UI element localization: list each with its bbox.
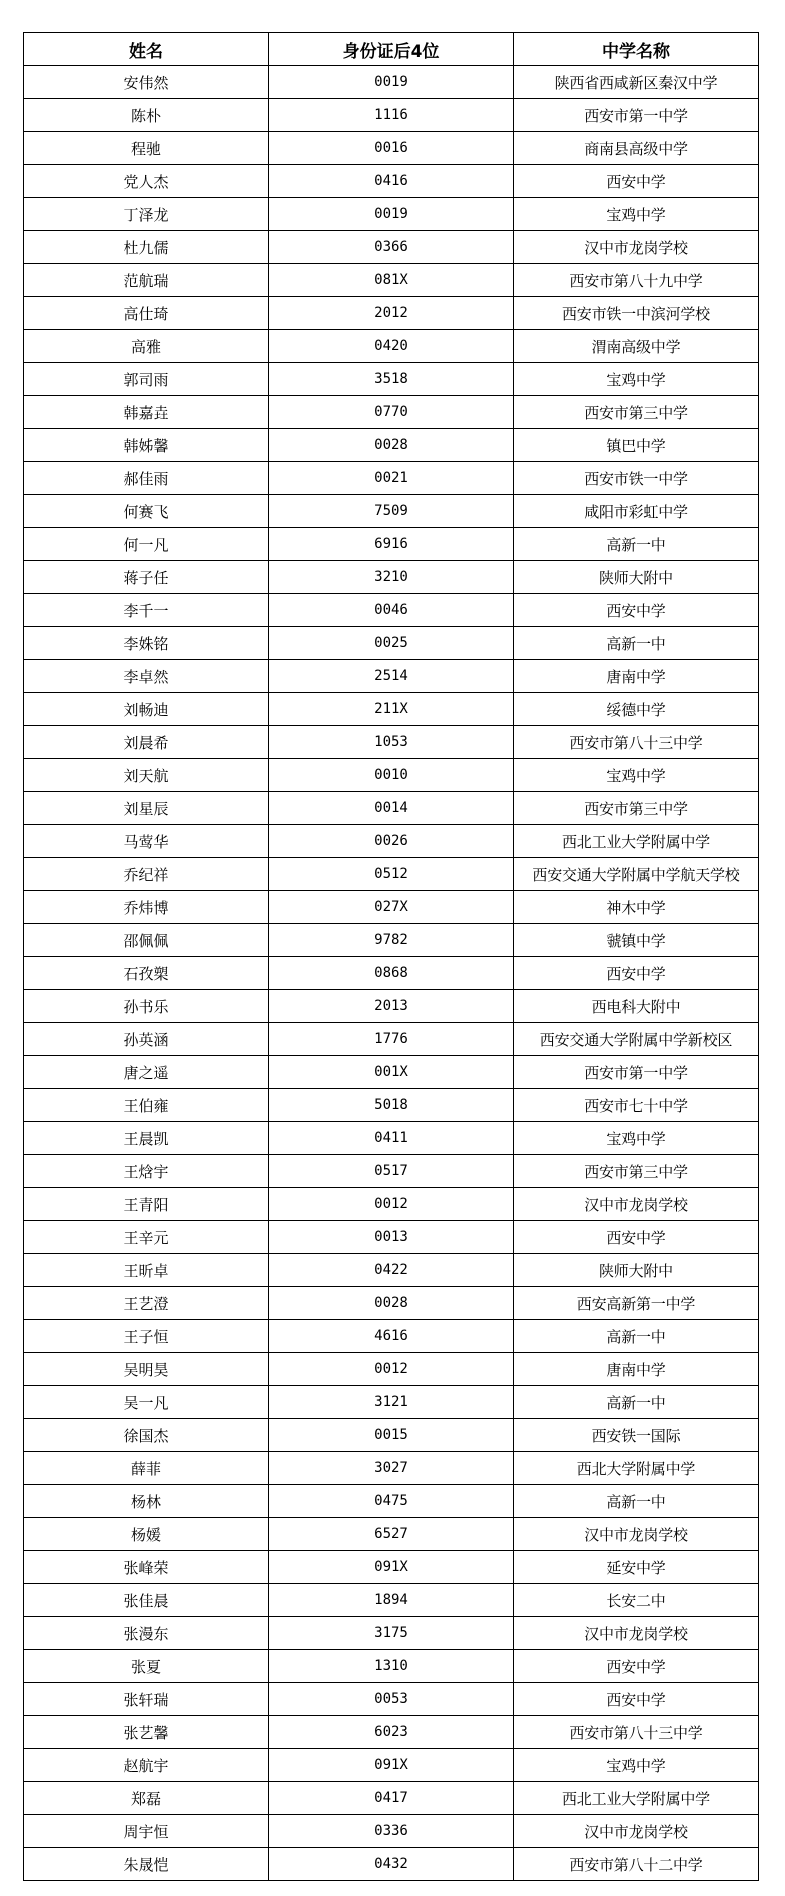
id-last4-cell: 2013 bbox=[269, 990, 514, 1023]
id-last4-cell: 0019 bbox=[269, 198, 514, 231]
table-row bbox=[24, 924, 759, 957]
column-header-name: 姓名 bbox=[24, 33, 269, 66]
student-name-cell: 杨媛 bbox=[24, 1518, 269, 1551]
school-name-cell: 西安市七十中学 bbox=[514, 1089, 759, 1122]
school-name-cell: 西安市第三中学 bbox=[514, 792, 759, 825]
id-last4-cell: 1310 bbox=[269, 1650, 514, 1683]
id-last4-cell: 0336 bbox=[269, 1815, 514, 1848]
id-last4-cell: 2012 bbox=[269, 297, 514, 330]
table-row bbox=[24, 792, 759, 825]
student-name-cell: 孙英涵 bbox=[24, 1023, 269, 1056]
table-row bbox=[24, 132, 759, 165]
school-name-cell: 绥德中学 bbox=[514, 693, 759, 726]
id-last4-cell: 0475 bbox=[269, 1485, 514, 1518]
id-last4-cell: 0416 bbox=[269, 165, 514, 198]
table-row bbox=[24, 693, 759, 726]
student-name-cell: 乔炜博 bbox=[24, 891, 269, 924]
school-name-cell: 宝鸡中学 bbox=[514, 198, 759, 231]
school-name-cell: 西电科大附中 bbox=[514, 990, 759, 1023]
table-row bbox=[24, 330, 759, 363]
id-last4-cell: 0025 bbox=[269, 627, 514, 660]
table-row bbox=[24, 1386, 759, 1419]
id-last4-cell: 081X bbox=[269, 264, 514, 297]
table-row bbox=[24, 1254, 759, 1287]
table-row bbox=[24, 990, 759, 1023]
student-name-cell: 杜九儒 bbox=[24, 231, 269, 264]
school-name-cell: 汉中市龙岗学校 bbox=[514, 231, 759, 264]
table-row bbox=[24, 1155, 759, 1188]
student-name-cell: 郑磊 bbox=[24, 1782, 269, 1815]
id-last4-cell: 001X bbox=[269, 1056, 514, 1089]
school-name-cell: 西安市第八十二中学 bbox=[514, 1848, 759, 1881]
student-name-cell: 范航瑞 bbox=[24, 264, 269, 297]
school-name-cell: 西安中学 bbox=[514, 594, 759, 627]
table-row bbox=[24, 1122, 759, 1155]
table-row bbox=[24, 858, 759, 891]
school-name-cell: 西安市第三中学 bbox=[514, 1155, 759, 1188]
student-table bbox=[23, 32, 759, 1881]
school-name-cell: 西安中学 bbox=[514, 1221, 759, 1254]
school-name-cell: 宝鸡中学 bbox=[514, 1122, 759, 1155]
id-last4-cell: 0019 bbox=[269, 66, 514, 99]
school-name-cell: 西安市铁一中滨河学校 bbox=[514, 297, 759, 330]
id-last4-cell: 6023 bbox=[269, 1716, 514, 1749]
school-name-cell: 西安市第一中学 bbox=[514, 1056, 759, 1089]
table-row bbox=[24, 1716, 759, 1749]
student-name-cell: 丁泽龙 bbox=[24, 198, 269, 231]
school-name-cell: 宝鸡中学 bbox=[514, 1749, 759, 1782]
student-name-cell: 王青阳 bbox=[24, 1188, 269, 1221]
student-name-cell: 吴一凡 bbox=[24, 1386, 269, 1419]
student-name-cell: 陈朴 bbox=[24, 99, 269, 132]
table-row bbox=[24, 594, 759, 627]
table-row bbox=[24, 198, 759, 231]
student-name-cell: 张峰荣 bbox=[24, 1551, 269, 1584]
id-last4-cell: 0411 bbox=[269, 1122, 514, 1155]
table-row bbox=[24, 1221, 759, 1254]
student-name-cell: 唐之遥 bbox=[24, 1056, 269, 1089]
school-name-cell: 汉中市龙岗学校 bbox=[514, 1617, 759, 1650]
table-row bbox=[24, 429, 759, 462]
id-last4-cell: 0366 bbox=[269, 231, 514, 264]
student-name-cell: 李千一 bbox=[24, 594, 269, 627]
student-name-cell: 刘星辰 bbox=[24, 792, 269, 825]
student-name-cell: 刘晨希 bbox=[24, 726, 269, 759]
table-row bbox=[24, 363, 759, 396]
id-last4-cell: 1053 bbox=[269, 726, 514, 759]
student-name-cell: 何赛飞 bbox=[24, 495, 269, 528]
id-last4-cell: 091X bbox=[269, 1749, 514, 1782]
student-name-cell: 吴明昊 bbox=[24, 1353, 269, 1386]
table-row bbox=[24, 462, 759, 495]
student-name-cell: 朱晟恺 bbox=[24, 1848, 269, 1881]
student-name-cell: 石孜槊 bbox=[24, 957, 269, 990]
school-name-cell: 汉中市龙岗学校 bbox=[514, 1518, 759, 1551]
table-row bbox=[24, 1089, 759, 1122]
id-last4-cell: 0053 bbox=[269, 1683, 514, 1716]
table-row bbox=[24, 1452, 759, 1485]
table-row bbox=[24, 231, 759, 264]
table-row bbox=[24, 1188, 759, 1221]
id-last4-cell: 0420 bbox=[269, 330, 514, 363]
id-last4-cell: 7509 bbox=[269, 495, 514, 528]
student-name-cell: 马莺华 bbox=[24, 825, 269, 858]
id-last4-cell: 091X bbox=[269, 1551, 514, 1584]
table-row bbox=[24, 627, 759, 660]
school-name-cell: 渭南高级中学 bbox=[514, 330, 759, 363]
id-last4-cell: 0028 bbox=[269, 429, 514, 462]
student-name-cell: 刘畅迪 bbox=[24, 693, 269, 726]
table-row bbox=[24, 1287, 759, 1320]
school-name-cell: 陕师大附中 bbox=[514, 561, 759, 594]
table-row bbox=[24, 1650, 759, 1683]
id-last4-cell: 3027 bbox=[269, 1452, 514, 1485]
school-name-cell: 唐南中学 bbox=[514, 660, 759, 693]
school-name-cell: 高新一中 bbox=[514, 627, 759, 660]
id-last4-cell: 3121 bbox=[269, 1386, 514, 1419]
table-row bbox=[24, 1848, 759, 1881]
table-row bbox=[24, 1419, 759, 1452]
school-name-cell: 长安二中 bbox=[514, 1584, 759, 1617]
table-row bbox=[24, 1584, 759, 1617]
school-name-cell: 宝鸡中学 bbox=[514, 759, 759, 792]
school-name-cell: 宝鸡中学 bbox=[514, 363, 759, 396]
table-row bbox=[24, 1485, 759, 1518]
id-last4-cell: 1116 bbox=[269, 99, 514, 132]
id-last4-cell: 027X bbox=[269, 891, 514, 924]
id-last4-cell: 0868 bbox=[269, 957, 514, 990]
student-name-cell: 邵佩佩 bbox=[24, 924, 269, 957]
table-header bbox=[24, 33, 759, 66]
student-name-cell: 韩姊馨 bbox=[24, 429, 269, 462]
id-last4-cell: 0028 bbox=[269, 1287, 514, 1320]
table-row bbox=[24, 297, 759, 330]
column-header-id-last4: 身份证后4位 bbox=[269, 33, 514, 66]
school-name-cell: 陕师大附中 bbox=[514, 1254, 759, 1287]
table-row bbox=[24, 891, 759, 924]
student-name-cell: 王子恒 bbox=[24, 1320, 269, 1353]
table-row bbox=[24, 759, 759, 792]
id-last4-cell: 4616 bbox=[269, 1320, 514, 1353]
table-row bbox=[24, 66, 759, 99]
table-row bbox=[24, 1617, 759, 1650]
school-name-cell: 西安交通大学附属中学新校区 bbox=[514, 1023, 759, 1056]
student-list-sheet bbox=[23, 32, 758, 1881]
table-row bbox=[24, 660, 759, 693]
student-name-cell: 程驰 bbox=[24, 132, 269, 165]
id-last4-cell: 3518 bbox=[269, 363, 514, 396]
id-last4-cell: 0013 bbox=[269, 1221, 514, 1254]
id-last4-cell: 0432 bbox=[269, 1848, 514, 1881]
student-name-cell: 杨林 bbox=[24, 1485, 269, 1518]
id-last4-cell: 0014 bbox=[269, 792, 514, 825]
student-name-cell: 张漫东 bbox=[24, 1617, 269, 1650]
id-last4-cell: 0021 bbox=[269, 462, 514, 495]
school-name-cell: 镇巴中学 bbox=[514, 429, 759, 462]
student-name-cell: 韩嘉垚 bbox=[24, 396, 269, 429]
column-header-school: 中学名称 bbox=[514, 33, 759, 66]
table-row bbox=[24, 1683, 759, 1716]
school-name-cell: 高新一中 bbox=[514, 1485, 759, 1518]
id-last4-cell: 1894 bbox=[269, 1584, 514, 1617]
school-name-cell: 高新一中 bbox=[514, 1320, 759, 1353]
school-name-cell: 西安市第八十三中学 bbox=[514, 726, 759, 759]
school-name-cell: 咸阳市彩虹中学 bbox=[514, 495, 759, 528]
student-name-cell: 高雅 bbox=[24, 330, 269, 363]
id-last4-cell: 0417 bbox=[269, 1782, 514, 1815]
student-name-cell: 李卓然 bbox=[24, 660, 269, 693]
id-last4-cell: 9782 bbox=[269, 924, 514, 957]
school-name-cell: 陕西省西咸新区秦汉中学 bbox=[514, 66, 759, 99]
student-name-cell: 王焓宇 bbox=[24, 1155, 269, 1188]
school-name-cell: 西安市第八十三中学 bbox=[514, 1716, 759, 1749]
table-row bbox=[24, 1518, 759, 1551]
table-row bbox=[24, 1056, 759, 1089]
id-last4-cell: 0012 bbox=[269, 1353, 514, 1386]
table-row bbox=[24, 165, 759, 198]
id-last4-cell: 3210 bbox=[269, 561, 514, 594]
table-row bbox=[24, 264, 759, 297]
school-name-cell: 汉中市龙岗学校 bbox=[514, 1188, 759, 1221]
student-name-cell: 何一凡 bbox=[24, 528, 269, 561]
school-name-cell: 西安市第八十九中学 bbox=[514, 264, 759, 297]
school-name-cell: 西安中学 bbox=[514, 957, 759, 990]
student-name-cell: 赵航宇 bbox=[24, 1749, 269, 1782]
school-name-cell: 神木中学 bbox=[514, 891, 759, 924]
id-last4-cell: 0012 bbox=[269, 1188, 514, 1221]
student-name-cell: 郝佳雨 bbox=[24, 462, 269, 495]
student-name-cell: 党人杰 bbox=[24, 165, 269, 198]
school-name-cell: 唐南中学 bbox=[514, 1353, 759, 1386]
id-last4-cell: 3175 bbox=[269, 1617, 514, 1650]
id-last4-cell: 0015 bbox=[269, 1419, 514, 1452]
school-name-cell: 商南县高级中学 bbox=[514, 132, 759, 165]
student-name-cell: 李姝铭 bbox=[24, 627, 269, 660]
school-name-cell: 汉中市龙岗学校 bbox=[514, 1815, 759, 1848]
student-name-cell: 乔纪祥 bbox=[24, 858, 269, 891]
id-last4-cell: 2514 bbox=[269, 660, 514, 693]
school-name-cell: 西安中学 bbox=[514, 1683, 759, 1716]
school-name-cell: 西安高新第一中学 bbox=[514, 1287, 759, 1320]
student-name-cell: 王昕卓 bbox=[24, 1254, 269, 1287]
id-last4-cell: 0422 bbox=[269, 1254, 514, 1287]
student-name-cell: 张夏 bbox=[24, 1650, 269, 1683]
table-row bbox=[24, 528, 759, 561]
table-row bbox=[24, 99, 759, 132]
student-name-cell: 王晨凯 bbox=[24, 1122, 269, 1155]
id-last4-cell: 0026 bbox=[269, 825, 514, 858]
table-row bbox=[24, 1023, 759, 1056]
student-name-cell: 安伟然 bbox=[24, 66, 269, 99]
student-name-cell: 张轩瑞 bbox=[24, 1683, 269, 1716]
id-last4-cell: 6916 bbox=[269, 528, 514, 561]
table-row bbox=[24, 1551, 759, 1584]
student-name-cell: 高仕琦 bbox=[24, 297, 269, 330]
table-body bbox=[24, 66, 759, 1881]
id-last4-cell: 0046 bbox=[269, 594, 514, 627]
id-last4-cell: 6527 bbox=[269, 1518, 514, 1551]
student-name-cell: 徐国杰 bbox=[24, 1419, 269, 1452]
school-name-cell: 西安中学 bbox=[514, 165, 759, 198]
table-row bbox=[24, 561, 759, 594]
id-last4-cell: 211X bbox=[269, 693, 514, 726]
school-name-cell: 西安中学 bbox=[514, 1650, 759, 1683]
id-last4-cell: 0016 bbox=[269, 132, 514, 165]
id-last4-cell: 0770 bbox=[269, 396, 514, 429]
id-last4-cell: 0517 bbox=[269, 1155, 514, 1188]
id-last4-cell: 0512 bbox=[269, 858, 514, 891]
table-row bbox=[24, 1782, 759, 1815]
table-row bbox=[24, 957, 759, 990]
school-name-cell: 高新一中 bbox=[514, 528, 759, 561]
student-name-cell: 张艺馨 bbox=[24, 1716, 269, 1749]
school-name-cell: 西安市第三中学 bbox=[514, 396, 759, 429]
student-name-cell: 王辛元 bbox=[24, 1221, 269, 1254]
id-last4-cell: 0010 bbox=[269, 759, 514, 792]
student-name-cell: 郭司雨 bbox=[24, 363, 269, 396]
school-name-cell: 西安市铁一中学 bbox=[514, 462, 759, 495]
school-name-cell: 高新一中 bbox=[514, 1386, 759, 1419]
table-row bbox=[24, 825, 759, 858]
table-row bbox=[24, 1749, 759, 1782]
table-row bbox=[24, 1353, 759, 1386]
table-row bbox=[24, 1320, 759, 1353]
table-row bbox=[24, 726, 759, 759]
student-name-cell: 蒋子任 bbox=[24, 561, 269, 594]
student-name-cell: 薛菲 bbox=[24, 1452, 269, 1485]
school-name-cell: 西安铁一国际 bbox=[514, 1419, 759, 1452]
student-name-cell: 刘天航 bbox=[24, 759, 269, 792]
table-row bbox=[24, 396, 759, 429]
table-row bbox=[24, 495, 759, 528]
student-name-cell: 王伯雍 bbox=[24, 1089, 269, 1122]
id-last4-cell: 1776 bbox=[269, 1023, 514, 1056]
school-name-cell: 延安中学 bbox=[514, 1551, 759, 1584]
student-name-cell: 王艺澄 bbox=[24, 1287, 269, 1320]
table-row bbox=[24, 1815, 759, 1848]
student-name-cell: 张佳晨 bbox=[24, 1584, 269, 1617]
school-name-cell: 西北大学附属中学 bbox=[514, 1452, 759, 1485]
school-name-cell: 虢镇中学 bbox=[514, 924, 759, 957]
student-name-cell: 孙书乐 bbox=[24, 990, 269, 1023]
school-name-cell: 西北工业大学附属中学 bbox=[514, 825, 759, 858]
school-name-cell: 西北工业大学附属中学 bbox=[514, 1782, 759, 1815]
student-name-cell: 周宇恒 bbox=[24, 1815, 269, 1848]
header-row bbox=[24, 33, 759, 66]
school-name-cell: 西安市第一中学 bbox=[514, 99, 759, 132]
school-name-cell: 西安交通大学附属中学航天学校 bbox=[514, 858, 759, 891]
id-last4-cell: 5018 bbox=[269, 1089, 514, 1122]
